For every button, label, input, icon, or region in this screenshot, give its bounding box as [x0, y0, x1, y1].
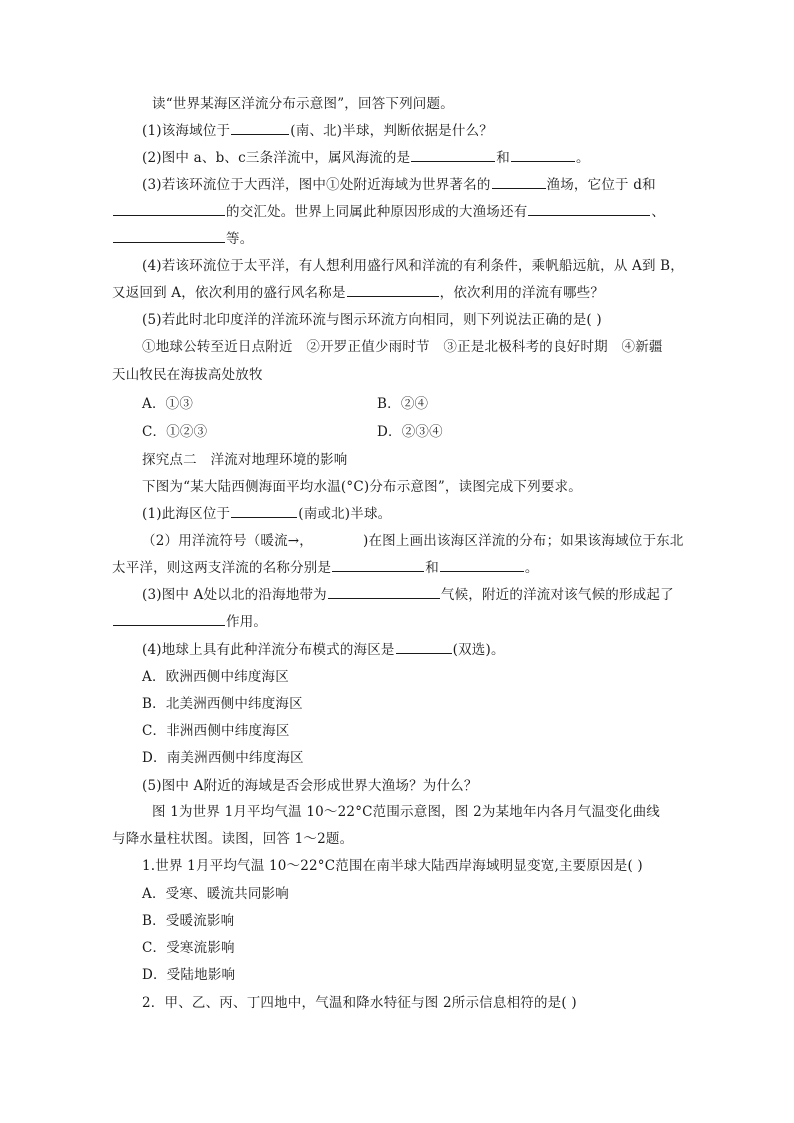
text-segment: 和	[496, 150, 510, 166]
text-segment: 读“世界某海区洋流分布示意图”，回答下列问题。	[152, 96, 454, 112]
text-segment: 等。	[226, 231, 254, 247]
text-line	[142, 122, 493, 140]
text-segment: A．①③	[142, 396, 194, 412]
text-segment: 作用。	[226, 614, 268, 630]
text-line	[142, 994, 577, 1012]
text-line	[142, 176, 656, 194]
text-segment: (2)图中 a、b、c三条洋流中，属风海流的是	[142, 150, 411, 166]
answer-blank[interactable]	[347, 284, 439, 297]
text-segment: 又返回到 A，依次利用的盛行风名称是	[112, 285, 346, 301]
answer-blank[interactable]	[231, 505, 297, 518]
text-segment: B．受暖流影响	[142, 913, 235, 929]
answer-blank[interactable]	[411, 149, 495, 162]
text-segment: 图 1为世界 1月平均气温 10～22°C范围示意图，图 2为某地年内各月气温变化曲线	[152, 804, 660, 820]
text-line	[142, 395, 193, 413]
text-segment: 、	[651, 204, 666, 220]
text-segment: (4)若该环流位于太平洋，有人想利用盛行风和洋流的有利条件，乘帆船远航，从 A到 B，	[142, 258, 684, 274]
text-segment: A．欧洲西侧中纬度海区	[142, 669, 289, 685]
text-segment: D．受陆地影响	[142, 967, 236, 983]
text-segment: 和	[425, 560, 439, 576]
text-segment: C．非洲西侧中纬度海区	[142, 723, 290, 739]
answer-blank[interactable]	[440, 559, 524, 572]
answer-blank[interactable]	[492, 176, 546, 189]
text-line	[142, 532, 684, 550]
text-segment: (5)若此时北印度洋的洋流环流与图示环流方向相同，则下列说法正确的是( )	[142, 312, 602, 328]
text-segment: ①地球公转至近日点附近 ②开罗正值少雨时节 ③正是北极科考的良好时期 ④新疆	[142, 339, 663, 355]
answer-blank[interactable]	[528, 203, 650, 216]
text-segment: (3)图中 A处以北的沿海地带为	[142, 587, 327, 603]
text-segment: （2）用洋流符号（暖流→，	[142, 533, 314, 549]
text-line	[152, 95, 454, 113]
text-line	[142, 777, 478, 795]
answer-blank[interactable]	[231, 122, 289, 135]
text-line	[112, 366, 263, 384]
text-segment: (4)地球上具有此种洋流分布模式的海区是	[142, 642, 395, 658]
text-line	[112, 284, 604, 302]
answer-blank[interactable]	[511, 149, 575, 162]
text-segment: (南、北)半球，判断依据是什么？	[290, 123, 493, 139]
text-line	[152, 803, 660, 821]
text-line	[142, 885, 289, 903]
text-line	[142, 939, 235, 957]
text-line	[142, 586, 674, 604]
text-segment: 与降水量柱状图。读图，回答 1～2题。	[112, 831, 354, 847]
text-line	[142, 912, 234, 930]
text-line	[142, 423, 207, 441]
text-line	[142, 149, 590, 167]
text-line	[112, 613, 267, 631]
text-line	[112, 230, 253, 248]
text-segment: 太平洋，则这两支洋流的名称分别是	[112, 560, 332, 576]
answer-blank[interactable]	[332, 559, 424, 572]
text-line	[142, 722, 290, 740]
text-line	[142, 641, 505, 659]
text-line	[142, 695, 303, 713]
text-segment: B．北美洲西侧中纬度海区	[142, 696, 303, 712]
answer-blank[interactable]	[328, 586, 440, 599]
text-segment: 。	[524, 560, 539, 576]
text-line	[112, 830, 353, 848]
text-line	[142, 257, 684, 275]
text-line	[112, 203, 665, 221]
text-segment: )在图上画出该海区洋流的分布；如果该海域位于东北	[363, 533, 684, 549]
text-line	[142, 668, 289, 686]
text-segment: 2．甲、乙、丙、丁四地中，气温和降水特征与图 2所示信息相符的是( )	[142, 995, 577, 1011]
text-line	[377, 423, 443, 441]
text-segment: A．受寒、暖流共同影响	[142, 886, 289, 902]
text-segment: (3)若该环流位于大西洋，图中①处附近海域为世界著名的	[142, 177, 491, 193]
text-line	[142, 311, 602, 329]
text-segment: 下图为“某大陆西侧海面平均水温(°C)分布示意图”，读图完成下列要求。	[142, 479, 582, 495]
answer-blank[interactable]	[113, 230, 225, 243]
text-segment: 。	[575, 150, 590, 166]
text-segment: (南或北)半球。	[298, 506, 392, 522]
text-segment: C．受寒流影响	[142, 940, 235, 956]
text-line	[142, 857, 643, 875]
text-line	[142, 451, 348, 469]
answer-blank[interactable]	[113, 203, 225, 216]
text-segment: 1.世界 1月平均气温 10～22°C范围在南半球大陆西岸海域明显变宽,主要原因是( )	[142, 858, 643, 874]
text-line	[142, 749, 304, 767]
text-line	[142, 338, 663, 356]
text-line	[377, 395, 428, 413]
text-segment: 渔场，它位于 d和	[546, 177, 656, 193]
text-segment: D．南美洲西侧中纬度海区	[142, 750, 304, 766]
text-line	[142, 966, 235, 984]
text-line	[142, 478, 582, 496]
answer-blank[interactable]	[113, 613, 225, 626]
text-line	[112, 559, 539, 577]
text-segment: 的交汇处。世界上同属此种原因形成的大渔场还有	[226, 204, 528, 220]
text-segment: B．②④	[377, 396, 429, 412]
text-segment: 天山牧民在海拔高处放牧	[112, 367, 263, 383]
text-segment: 气候，附近的洋流对该气候的形成起了	[440, 587, 674, 603]
text-segment: (1)该海域位于	[142, 123, 231, 139]
text-line	[142, 505, 391, 523]
answer-blank[interactable]	[396, 641, 452, 654]
text-segment: (1)此海区位于	[142, 506, 231, 522]
text-segment: 探究点二 洋流对地理环境的影响	[142, 452, 348, 468]
text-segment: C．①②③	[142, 424, 208, 440]
text-segment: D．②③④	[377, 424, 443, 440]
text-segment: (双选)。	[452, 642, 505, 658]
text-segment: (5)图中 A附近的海域是否会形成世界大渔场？为什么？	[142, 778, 478, 794]
text-segment: ，依次利用的洋流有哪些？	[439, 285, 605, 301]
